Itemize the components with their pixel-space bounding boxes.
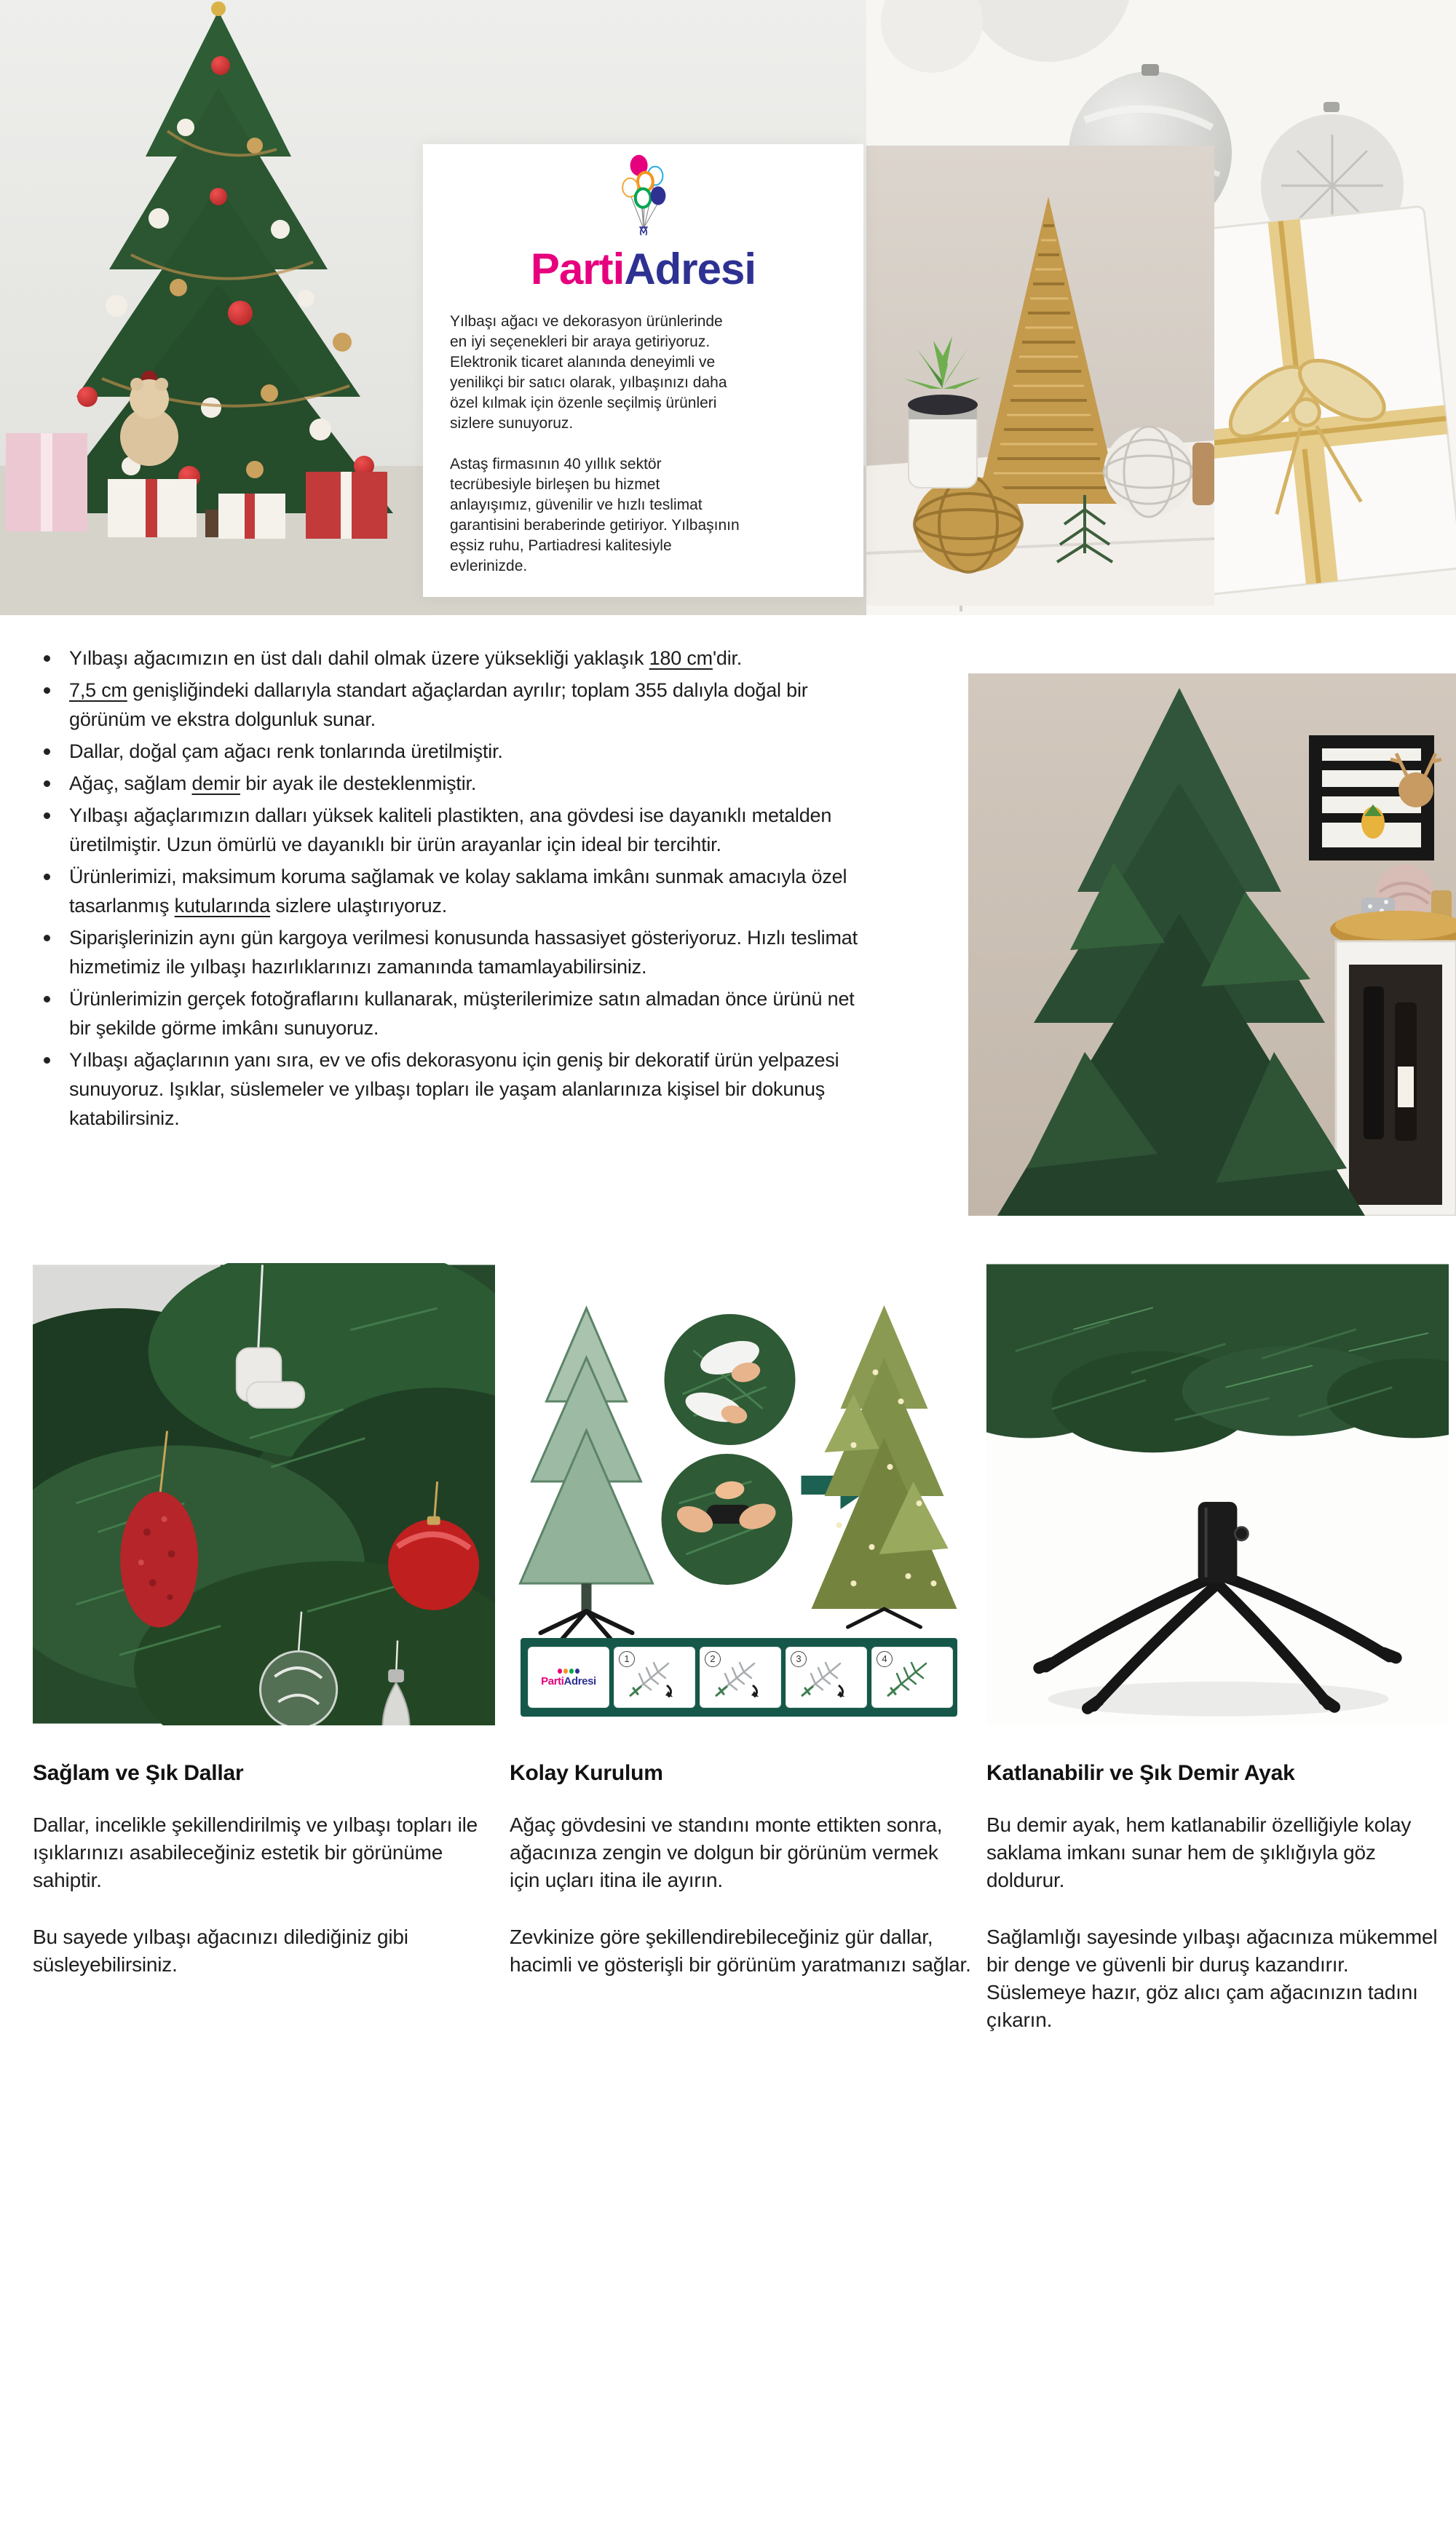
- column-paragraph: Bu demir ayak, hem katlanabilir özelliğiyle kolay saklama imkanı sunar hem de şıklığıyla göz doldurur.: [986, 1813, 1412, 1891]
- balloons-icon: [601, 151, 687, 245]
- feature-bullet: [44, 862, 881, 920]
- brand-card-text: [423, 293, 863, 577]
- bullet-dot-icon: [44, 687, 50, 694]
- branch-step-icon: [626, 1656, 683, 1698]
- brand-wordmark-adresi: Adresi: [624, 245, 756, 293]
- assembly-step-panel: [614, 1647, 695, 1708]
- brand-wordmark-parti: Parti: [530, 245, 625, 293]
- branch-step-icon: [712, 1656, 769, 1698]
- step-number-badge: 3: [791, 1651, 807, 1667]
- feature-bullet-text: Ağaç, sağlam demir bir ayak ile desteklenmiştir.: [69, 772, 477, 794]
- card-text-line: Astaş firmasının 40 yıllık sektör: [450, 456, 662, 472]
- column-heading: Katlanabilir ve Şık Demir Ayak: [986, 1761, 1295, 1785]
- card-text-line: tecrübesiyle birleşen bu hizmet: [450, 476, 660, 493]
- card-text-line: yenilikçi bir satıcı olarak, yılbaşınızı daha: [450, 374, 727, 391]
- bullet-dot-icon: [44, 874, 50, 880]
- card-text-line: garantisini beraberinde getiriyor. Yılbaşının: [450, 517, 740, 534]
- column-assembly: [510, 1263, 972, 2034]
- wicker-ball-white: [1104, 427, 1194, 517]
- card-text-line: anlayışımız, güvenilir ve hızlı teslimat: [450, 496, 703, 513]
- feature-bullet-text: Ürünlerimizi, maksimum koruma sağlamak ve kolay saklama imkânı sunmak amacıyla özel tasarlanmış kutularında sizlere ulaştırıyoruz.: [69, 866, 847, 917]
- card-text-line: özel kılmak için özenle seçilmiş ürünleri: [450, 395, 717, 411]
- card-text-line: Elektronik ticaret alanında deneyimli ve: [450, 354, 716, 371]
- wicker-ball-gold: [914, 476, 1022, 572]
- column-branches: [33, 1263, 495, 2034]
- diagram-logo-panel: [528, 1647, 609, 1708]
- feature-bullet: [44, 644, 881, 673]
- feature-bullet: [44, 769, 881, 798]
- tree-room-illustration: [968, 673, 1456, 1216]
- assembly-step-panel: [871, 1647, 953, 1708]
- brand-card-paragraph-2: [450, 454, 863, 577]
- iron-stand-photo: [986, 1263, 1449, 1725]
- brand-wordmark: [423, 246, 863, 293]
- feature-list: [44, 644, 881, 1133]
- step-number-badge: 2: [705, 1651, 721, 1667]
- assembly-step-panel: [700, 1647, 781, 1708]
- column-paragraph: Dallar, incelikle şekillendirilmiş ve yılbaşı topları ile ışıklarınızı asabileceğiniz estetik bir görünüme sahiptir.: [33, 1813, 478, 1891]
- branch-step-icon: [798, 1656, 855, 1698]
- branches-top: [986, 1264, 1449, 1452]
- column-heading: Kolay Kurulum: [510, 1761, 663, 1785]
- branches-ornaments-illustration: [33, 1263, 495, 1725]
- tree-room-photo: [968, 673, 1456, 1216]
- card-text-line: en iyi seçenekleri bir araya getiriyoruz.: [450, 333, 711, 350]
- card-text-line: sizlere sunuyoruz.: [450, 415, 574, 432]
- feature-bullet: [44, 801, 881, 859]
- cabinet-and-bottles: [1336, 941, 1456, 1216]
- column-paragraph: Bu sayede yılbaşı ağacınızı dilediğiniz gibi süsleyebilirsiniz.: [33, 1926, 408, 1976]
- bullet-dot-icon: [44, 780, 50, 787]
- bullet-dot-icon: [44, 812, 50, 819]
- card-text-line: Yılbaşı ağacı ve dekorasyon ürünlerinde: [450, 313, 723, 330]
- assembly-steps-strip: [521, 1638, 957, 1717]
- brand-card-paragraph-1: [450, 312, 863, 434]
- assembly-diagram-image: [510, 1263, 972, 1725]
- feature-bullet-text: 7,5 cm genişliğindeki dallarıyla standart ağaçlardan ayrılır; toplam 355 dalıyla doğal bir görünüm ve ekstra dolgunluk sunar.: [69, 679, 808, 730]
- brand-card: [423, 144, 863, 597]
- step-number-badge: 4: [877, 1651, 893, 1667]
- bullet-dot-icon: [44, 748, 50, 755]
- feature-bullet: [44, 737, 881, 766]
- bullet-dot-icon: [44, 1057, 50, 1064]
- feature-bullet-text: Yılbaşı ağaçlarımızın dalları yüksek kaliteli plastikten, ana gövdesi ise dayanıklı metalden üretilmiştir. Uzun ömürlü ve dayanıklı bir ürün arayanlar için ideal bir tercihtir.: [69, 804, 832, 855]
- step-number-badge: 1: [619, 1651, 635, 1667]
- diagram-logo-text: [541, 1676, 596, 1687]
- card-text-line: eşsiz ruhu, Partiadresi kalitesiyle: [450, 537, 672, 554]
- feature-bullet-text: Yılbaşı ağacımızın en üst dalı dahil olmak üzere yüksekliği yaklaşık 180 cm'dir.: [69, 647, 743, 669]
- feature-columns-section: [33, 1263, 1449, 2034]
- column-paragraph: Ağaç gövdesini ve standını monte ettikten sonra, ağacınıza zengin ve dolgun bir görünüm vermek için uçları itina ile ayırın.: [510, 1813, 943, 1891]
- feature-bullet-text: Ürünlerimizin gerçek fotoğraflarını kullanarak, müşterilerimize satın almadan önce ürünü net bir şekilde görme imkânı sunuyoruz.: [69, 988, 855, 1039]
- column-heading: Sağlam ve Şık Dallar: [33, 1761, 244, 1785]
- column-paragraph: Sağlamlığı sayesinde yılbaşı ağacınıza mükemmel bir denge ve güvenli bir duruş kazandırır. Süslemeye hazır, göz alıcı çam ağacınızın tadını çıkarın.: [986, 1926, 1438, 2031]
- feature-bullet-text: Dallar, doğal çam ağacı renk tonlarında üretilmiştir.: [69, 740, 503, 762]
- assembly-step-panel: [786, 1647, 867, 1708]
- bullet-dot-icon: [44, 655, 50, 662]
- feature-bullet-text: Siparişlerinizin aynı gün kargoya verilmesi konusunda hassasiyet gösteriyoruz. Hızlı teslimat hizmetimiz ile yılbaşı hazırlıklarınızı zamanında tamamlayabilirsiniz.: [69, 927, 858, 978]
- feature-bullet-text: Yılbaşı ağaçlarının yanı sıra, ev ve ofis dekorasyonu için geniş bir dekoratif ürün yelpazesi sunuyoruz. Işıklar, süslemeler ve yılbaşı topları ile yaşam alanlarınıza kişisel bir dokunuş katabilirsiniz.: [69, 1049, 839, 1129]
- branch-step-icon: [884, 1656, 941, 1698]
- balloons-logo: [423, 144, 863, 245]
- branches-ornaments-photo: [33, 1263, 495, 1725]
- card-text-line: evlerinizde.: [450, 558, 528, 574]
- column-paragraph: Zevkinize göre şekillendirebileceğiniz gür dallar, hacimli ve gösterişli bir görünüm yaratmanızı sağlar.: [510, 1926, 971, 1976]
- iron-stand-illustration: [986, 1263, 1449, 1725]
- gold-decor-illustration: [866, 146, 1214, 606]
- feature-bullet: [44, 984, 881, 1042]
- branch-texture: [33, 1263, 495, 1725]
- feature-bullet: [44, 676, 881, 734]
- feature-bullet: [44, 1045, 881, 1133]
- diagram-logo-parti: Parti: [541, 1674, 564, 1688]
- pot-edge: [1192, 443, 1214, 505]
- mini-balloons-icon: [541, 1669, 596, 1674]
- column-stand: [986, 1263, 1449, 2034]
- bullet-dot-icon: [44, 996, 50, 1002]
- hero-gold-decor-photo: [866, 146, 1214, 606]
- feature-bullet: [44, 923, 881, 981]
- bullet-dot-icon: [44, 935, 50, 941]
- diagram-logo-adresi: Adresi: [563, 1674, 596, 1688]
- feature-list-section: [44, 644, 881, 1136]
